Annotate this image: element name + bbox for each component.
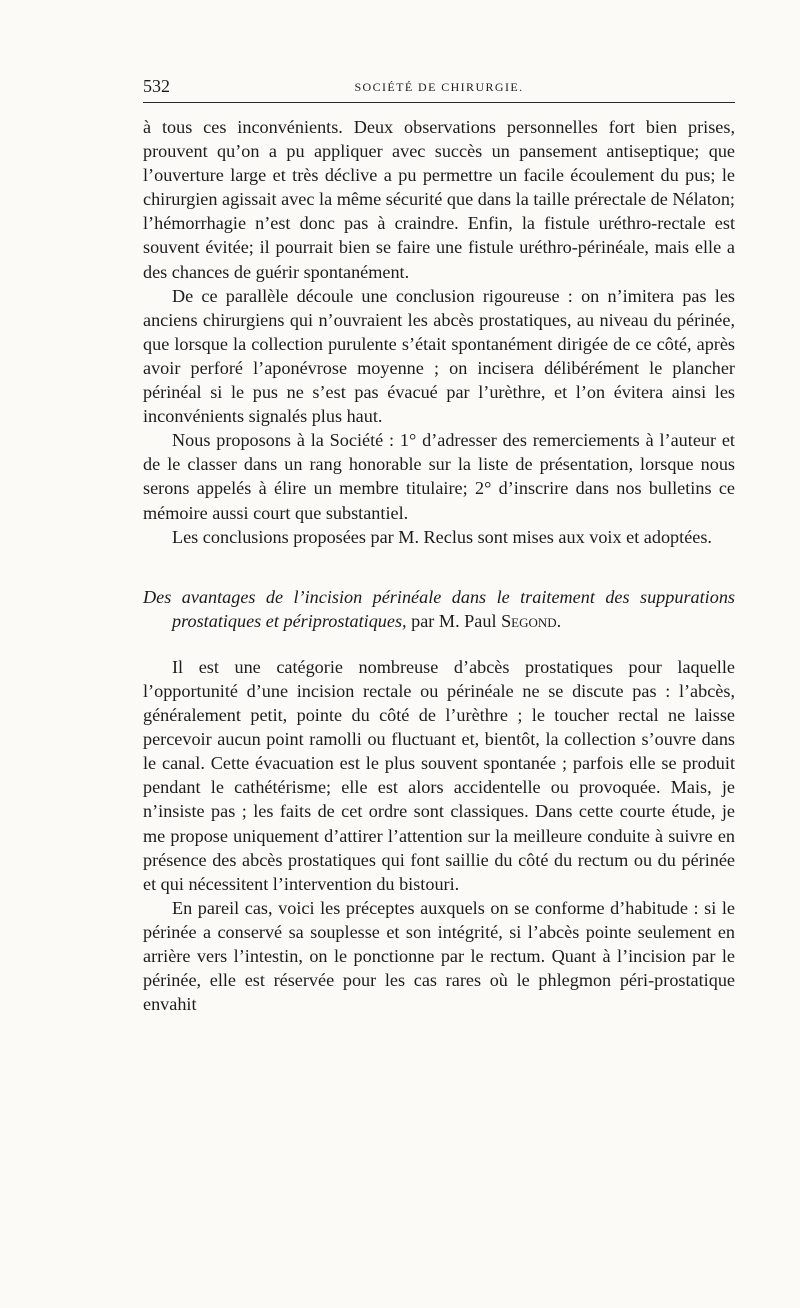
- paragraph-category: Il est une catégorie nombreuse d’abcès prostatiques pour laquelle l’opportunité d’une incision rectale ou périnéale ne se discute pas : l’abcès, généralement petit, pointe du côté de l’urèthre ; le toucher rectal ne laisse percevoir aucun point ramolli ou fluctuant et, bientôt, la collection s’ouvre dans le canal. Cette évacuation est le plus souvent spontanée ; parfois elle se produit pendant le cathétérisme; elle est alors accidentelle ou provoquée. Mais, je n’insiste pas ; les faits de cet ordre sont classiques. Dans cette courte étude, je me propose uniquement d’attirer l’attention sur la meilleure conduite à suivre en présence des abcès prostatiques qui font saillie du côté du rectum ou du périnée et qui nécessitent l’intervention du bistouri.: [143, 656, 735, 894]
- paragraph-conclusion: De ce parallèle découle une conclusion rigoureuse : on n’imitera pas les anciens chirurgiens qui n’ouvraient les abcès prostatiques, au niveau du périnée, que lorsque la collection purulente s’était spontanément dirigée de ce côté, après avoir perforé l’aponévrose moyenne ; on incisera délibérément le plancher périnéal si le pus ne s’est pas évacué par l’urèthre, et l’on évitera ainsi les inconvénients signalés plus haut.: [143, 285, 735, 427]
- article-title: [143, 585, 735, 633]
- paragraph-precepts: En pareil cas, voici les préceptes auxquels on se conforme d’habitude : si le périnée a conservé sa souplesse et son intégrité, si l’abcès pointe seulement en arrière vers l’intestin, on le ponctionne par le rectum. Quant à l’incision par le périnée, elle est réservée pour les cas rares où le phlegmon péri-prostatique envahit: [143, 897, 735, 1015]
- article-title-end: .: [556, 610, 562, 631]
- running-title: SOCIÉTÉ DE CHIRURGIE.: [354, 80, 524, 94]
- page-number: 532: [143, 76, 170, 96]
- paragraph-proposal: Nous proposons à la Société : 1° d’adresser des remerciements à l’auteur et de le classer dans un rang honorable sur la liste de présentation, lorsque nous serons appelés à élire un membre titulaire; 2° d’inscrire dans nos bulletins ce mémoire aussi court que substantiel.: [143, 430, 735, 523]
- article-author-surname: Segond: [501, 610, 557, 631]
- paragraph-adoption: Les conclusions proposées par M. Reclus sont mises aux voix et adoptées.: [172, 526, 712, 547]
- article-title-by: par M. Paul: [406, 610, 502, 631]
- paragraph-continuation: à tous ces inconvénients. Deux observations personnelles fort bien prises, prouvent qu’on a pu appliquer avec succès un pansement antiseptique; que l’ouverture large et très déclive a pu permettre un facile écoulement du pus; le chirurgien agissait avec la même sécurité que dans la taille prérectale de Nélaton; l’hémorrhagie n’est donc pas à craindre. Enfin, la fistule uréthro-rectale est souvent évitée; il pourrait bien se faire une fistule uréthro-périnéale, mais elle a des chances de guérir spontanément.: [143, 117, 735, 282]
- book-page: [143, 72, 735, 1016]
- running-head: [143, 72, 735, 103]
- body-text: [143, 115, 735, 1016]
- article-title-italic: Des avantages de l’incision périnéale dans le traitement des suppurations prostatiques et périprostatiques,: [143, 586, 735, 631]
